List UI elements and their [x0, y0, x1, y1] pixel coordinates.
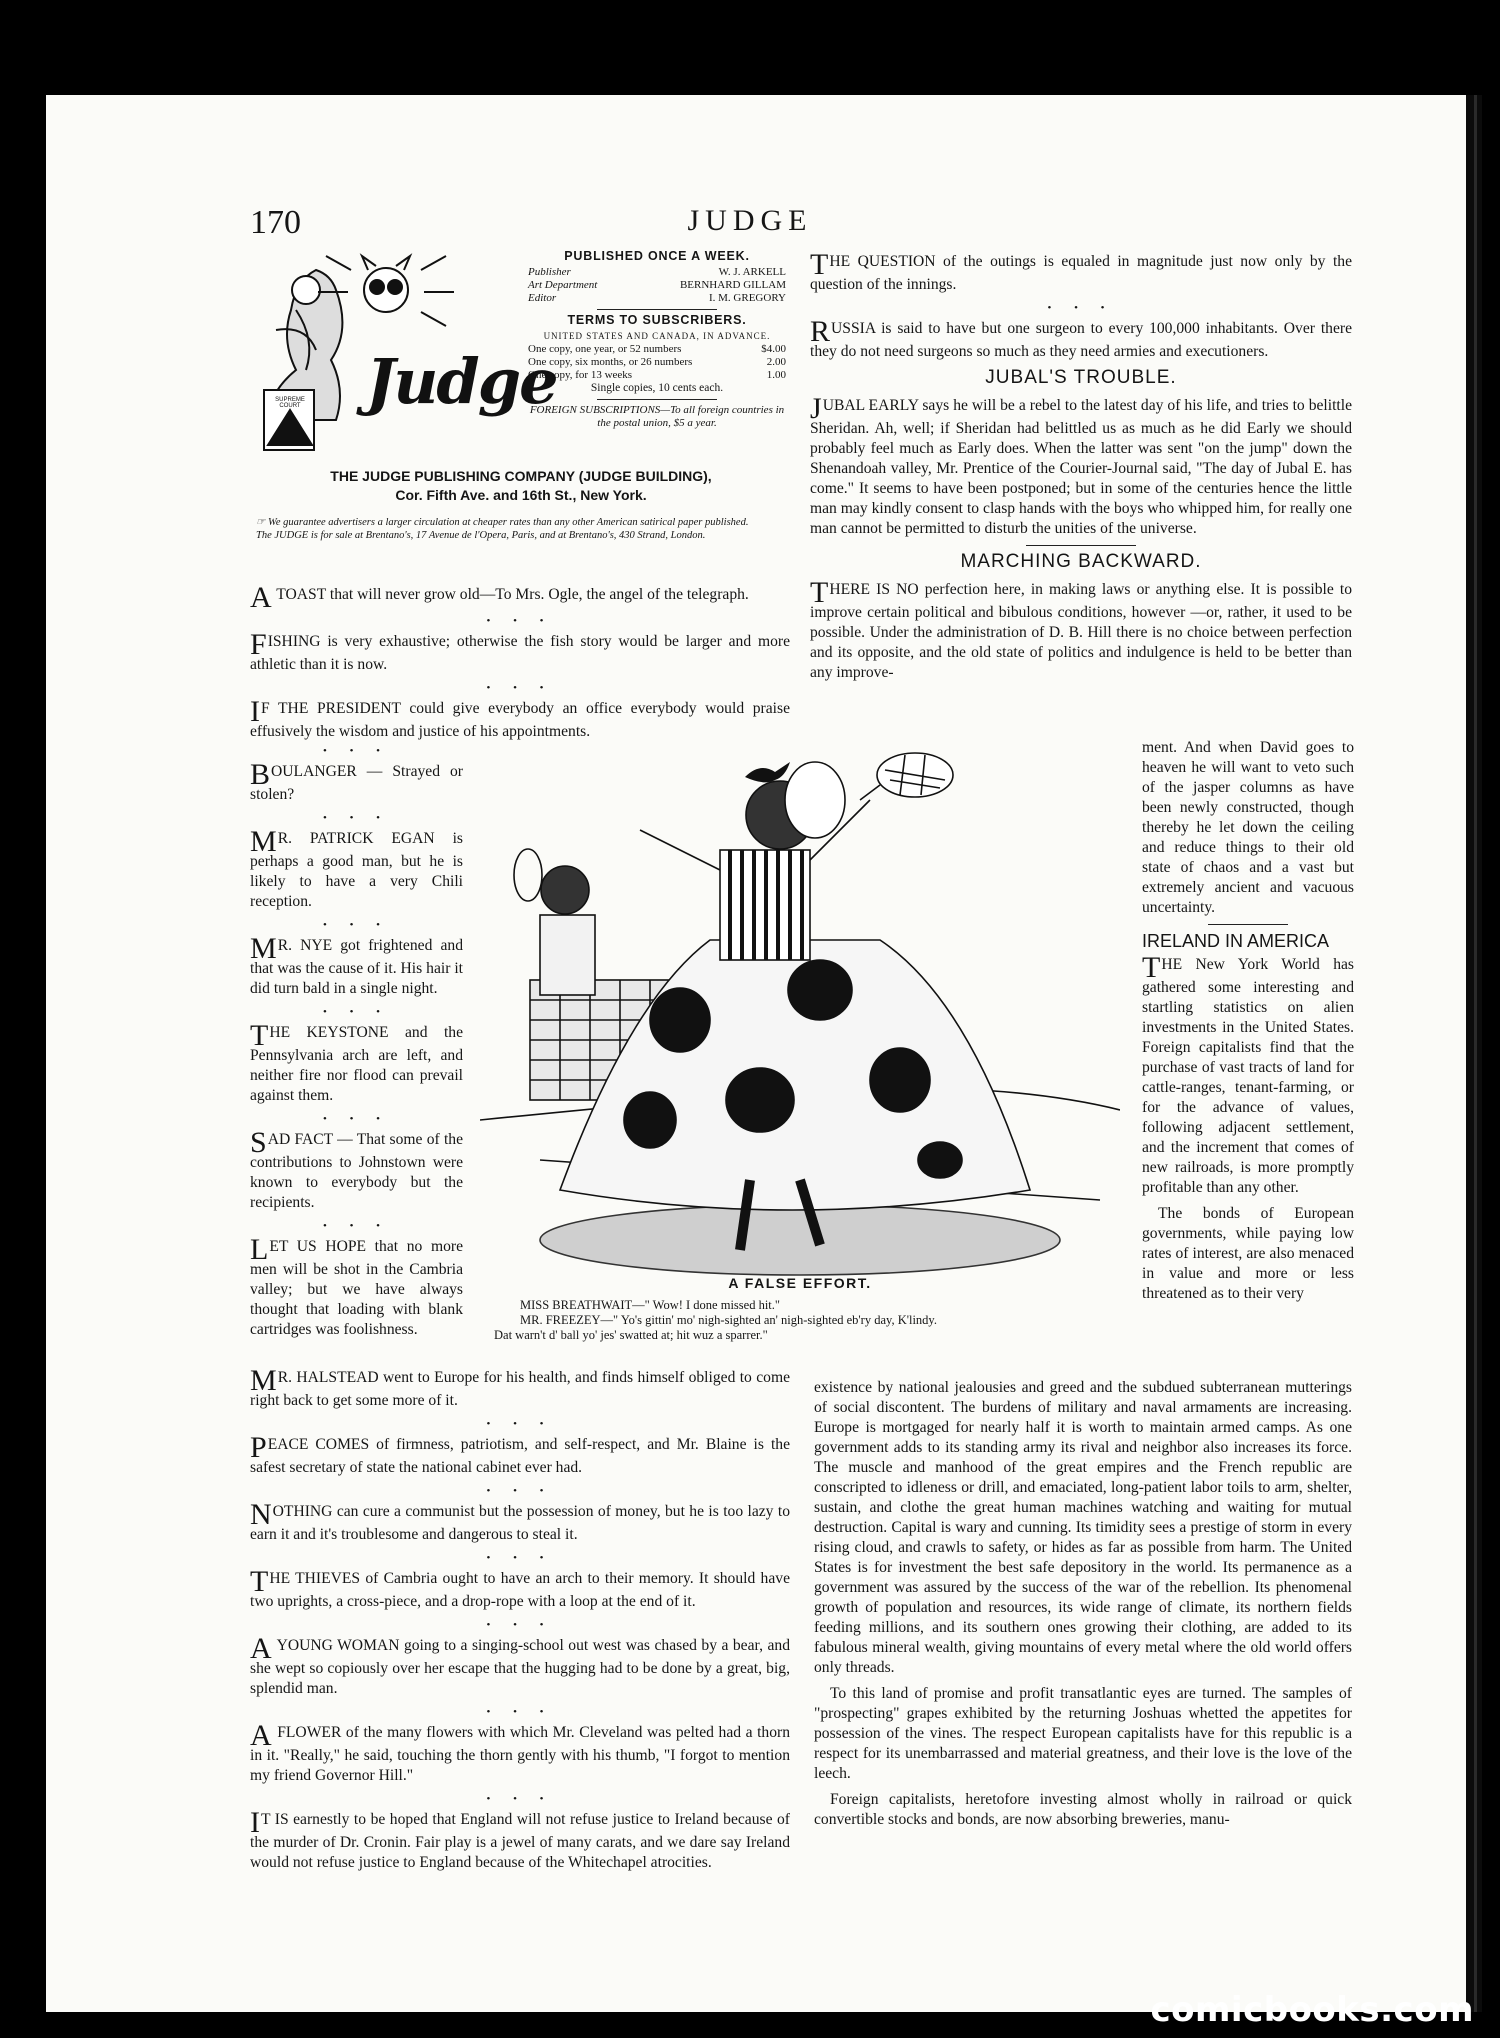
left-column-bottom	[250, 1364, 790, 1879]
page-number: 170	[250, 204, 301, 241]
guarantee-notice	[256, 517, 796, 542]
jubal-heading: JUBAL'S TROUBLE.	[985, 367, 1177, 388]
separator-dots: • • •	[322, 1220, 391, 1232]
caption-line: Dat warn't d' ball yo' jes' swatted at; hit wuz a sparrer."	[494, 1328, 768, 1342]
ireland-paragraph: THE New York World has gathered some interesting and startling statistics on alien investments in the United States. Foreign capitalists find that the purchase of vast tracts of land for cattle-ranges, tenant-farming, or for the advance of values, following adjacent settlement, and the increment that comes of new railroads, is more promptly profitable than any other.	[1142, 951, 1354, 1196]
watermark: comicbooks.com	[1150, 1990, 1474, 2030]
paragraph: MR. HALSTEAD went to Europe for his health, and finds himself obliged to come right back to get some more of it.	[250, 1364, 790, 1409]
ireland-continued: existence by national jealousies and greed and the subdued subterranean mutterings of social discontent. The burdens of military and naval armaments are increasing. Europe is mortgaged for nearly half it is worth to maintain armed camps. As one government adds to its standing army its rival and neighbor also increases its force. The muscle and manhood of the great empires and the French republic are conscripted to idleness or drill, and emaciated, long-patient labor toils to arm, shelter, sustain, and clothe the great human machines watching and waiting for mutual destruction. Capital is wary and cunning. Its timidity sees a prestige of storm in every rising cloud, and crawls to safety, or hides as far as possible from harm. The United States is for investment the best safe depository in the world. Its permanence as a government was assured by the success of the war of the rebellion. Its phenomenal growth of population and resources, its wide range of climate, its northern fields feeding millions, and its southern ones growing their clothing, are added to its fabulous mineral wealth, giving mountains of every metal where the old world offers only threads.	[814, 1379, 1352, 1676]
sparrow-icon	[740, 752, 800, 792]
ireland-paragraph-4: Foreign capitalists, heretofore investing almost wholly in railroad or quick convertible stocks and bonds, are now absorbing breweries, manu-	[814, 1791, 1352, 1828]
divider	[1026, 545, 1136, 546]
supreme-court-badge: SUPREME COURT	[275, 397, 305, 409]
right-narrow-column	[1142, 738, 1354, 1304]
guarantee-text: ☞ We guarantee advertisers a larger circulation at cheaper rates than any other American satirical paper published.	[256, 517, 749, 528]
paragraph: PEACE COMES of firmness, patriotism, and self-respect, and Mr. Blaine is the safest secretary of state the national cabinet ever had.	[250, 1431, 790, 1476]
paragraph: RUSSIA is said to have but one surgeon to every 100,000 inhabitants. Over there they do not need surgeons so much as they need armies and executioners.	[810, 315, 1352, 360]
ireland-paragraph-2: The bonds of European governments, while paying low rates of interest, are also menaced in value and more or less threatened as to their very	[1142, 1205, 1354, 1302]
separator-dots: • • •	[322, 812, 391, 824]
staff-editor: Editor I. M. GREGORY	[528, 292, 786, 304]
right-column-bottom	[814, 1378, 1352, 1836]
marching-paragraph: THERE IS NO perfection here, in making laws or anything else. It is possible to improve certain political and bibulous conditions, however —or, rather, it used to be possible. Under the administration of D. B. Hill there is no choice between perfection and its opposite, and the old state of politics and indulgence is held to be better than any improve-	[810, 576, 1352, 681]
rate-row: One copy, six months, or 26 numbers 2.00	[528, 356, 786, 368]
staff-art: Art Department BERNHARD GILLAM	[528, 279, 786, 291]
foreign-subscriptions: FOREIGN SUBSCRIPTIONS—To all foreign countries in the postal union, $5 a year.	[529, 404, 785, 429]
illustration-title: A FALSE EFFORT.	[728, 1275, 872, 1291]
staff-publisher: Publisher W. J. ARKELL	[528, 266, 786, 278]
left-column-top	[250, 581, 790, 748]
ireland-paragraph-3: To this land of promise and profit transatlantic eyes are turned. The samples of "prospecting" grapes exhibited by the returning Joshuas whetted the appetites for possession of the vines. The respect European capitalists have for this republic is a respect for its unembarrassed and material greatness, and their love is the love of the leech.	[814, 1685, 1352, 1782]
jubal-paragraph: JUBAL EARLY says he will be a rebel to the latest day of his life, and tries to belittle Sheridan. Ah, well; if Sheridan had belittled us as much as he did Early we should probably feel much as Early does. When the latter was sent "on the jump" down the Shenandoah valley, Mr. Prentice of the Courier-Journal said, "The day of Jubal E. has come." It seems to have been postponed; but in some of the centuries hence the little man may kindly consent to clasp hands with the boys who whipped him, for really one man cannot be permitted to disturb the unities of the universe.	[810, 392, 1352, 537]
caption-line: MISS BREATHWAIT—" Wow! I done missed hit."	[520, 1298, 781, 1312]
paragraph: MR. PATRICK EGAN is perhaps a good man, but he is likely to have a very Chili reception.	[250, 825, 463, 910]
separator-dots: • • •	[322, 1113, 391, 1125]
published-line: PUBLISHED ONCE A WEEK.	[564, 249, 750, 263]
terms-title: TERMS TO SUBSCRIBERS.	[567, 313, 747, 327]
separator-dots: • • •	[322, 1006, 391, 1018]
paragraph: NOTHING can cure a communist but the possession of money, but he is too lazy to earn it and it's troublesome and dangerous to steal it.	[250, 1498, 790, 1543]
page-edge-line	[1474, 95, 1477, 2012]
false-effort-illustration	[480, 740, 1120, 1280]
left-narrow-column	[250, 742, 463, 1346]
separator-dots: • • •	[486, 1485, 554, 1497]
publisher-company	[256, 467, 786, 505]
paragraph: A YOUNG WOMAN going to a singing-school out west was chased by a bear, and she wept so copiously over her escape that the hugging had to be done by a great, big, splendid man.	[250, 1632, 790, 1697]
separator-dots: • • •	[486, 1706, 554, 1718]
rate-row: One copy, for 13 weeks 1.00	[528, 369, 786, 381]
paragraph: SAD FACT — That some of the contributions to Johnstown were known to everybody but the recipients.	[250, 1126, 463, 1211]
ireland-heading: IRELAND IN AMERICA	[1142, 931, 1330, 951]
paragraph: IF THE PRESIDENT could give everybody an office everybody would praise effusively the wisdom and justice of his appointments.	[250, 695, 790, 740]
divider	[597, 309, 717, 310]
terms-sub: UNITED STATES AND CANADA, IN ADVANCE.	[543, 331, 771, 341]
paragraph: THE THIEVES of Cambria ought to have an arch to their memory. It should have two uprights, a cross-piece, and a drop-rope with a loop at the end of it.	[250, 1565, 790, 1610]
marching-continued: ment. And when David goes to heaven he will want to veto such of the jasper columns as have been newly constructed, though thereby he let down the ceiling and reduce things to their old state of chaos and a vast but extremely ancient and vacuous uncertainty.	[1142, 739, 1354, 916]
paragraph: A FLOWER of the many flowers with which Mr. Cleveland was pelted had a thorn in it. "Really," he said, touching the thorn gently with his thumb, "I forgot to mention my friend Governor Hill."	[250, 1719, 790, 1784]
separator-dots: • • •	[322, 745, 391, 757]
company-address: Cor. Fifth Ave. and 16th St., New York.	[395, 487, 647, 503]
illustration-caption	[480, 1298, 1120, 1343]
separator-dots: • • •	[486, 1418, 554, 1430]
separator-dots: • • •	[486, 1793, 554, 1805]
company-name: THE JUDGE PUBLISHING COMPANY (JUDGE BUILDING),	[330, 468, 712, 484]
paragraph: FISHING is very exhaustive; otherwise the fish story would be larger and more athletic than it is now.	[250, 628, 790, 673]
separator-dots: • • •	[486, 682, 554, 694]
separator-dots: • • •	[486, 615, 554, 627]
caption-line: MR. FREEZEY—" Yo's gittin' mo' nigh-sighted an' nigh-sighted eb'ry day, K'lindy.	[520, 1313, 937, 1327]
judge-logo-text: Judge	[366, 345, 557, 418]
paragraph: BOULANGER — Strayed or stolen?	[250, 758, 463, 803]
separator-dots: • • •	[486, 1619, 554, 1631]
marching-heading: MARCHING BACKWARD.	[960, 551, 1202, 572]
paragraph: LET US HOPE that no more men will be shot in the Cambria valley; but we have always thought that loading with blank cartridges was foolishness.	[250, 1233, 463, 1338]
paragraph: A TOAST that will never grow old—To Mrs. Ogle, the angel of the telegraph.	[250, 581, 749, 614]
paragraph: THE KEYSTONE and the Pennsylvania arch are left, and neither fire nor flood can prevail against them.	[250, 1019, 463, 1104]
paragraph: THE QUESTION of the outings is equaled in magnitude just now only by the question of the innings.	[810, 248, 1352, 293]
sale-text: The JUDGE is for sale at Brentano's, 17 Avenue de l'Opera, Paris, and at Brentano's, 430 Strand, London.	[256, 529, 706, 541]
paragraph: IT IS earnestly to be hoped that England will not refuse justice to Ireland because of the murder of Dr. Cronin. Fair play is a jewel of many carats, and we dare say Ireland would not refuse justice to England because of the Whitechapel atrocities.	[250, 1806, 790, 1871]
running-title: JUDGE	[687, 204, 813, 237]
right-column-top	[810, 248, 1352, 689]
rate-row: One copy, one year, or 52 numbers $4.00	[528, 343, 786, 355]
divider	[597, 399, 717, 400]
separator-dots: • • •	[486, 1552, 554, 1564]
separator-dots: • • •	[1047, 302, 1115, 314]
single-copies: Single copies, 10 cents each.	[590, 382, 724, 394]
masthead-info	[528, 250, 786, 430]
paragraph: MR. NYE got frightened and that was the cause of it. His hair it did turn bald in a single night.	[250, 932, 463, 997]
separator-dots: • • •	[322, 919, 391, 931]
divider	[1208, 924, 1288, 925]
